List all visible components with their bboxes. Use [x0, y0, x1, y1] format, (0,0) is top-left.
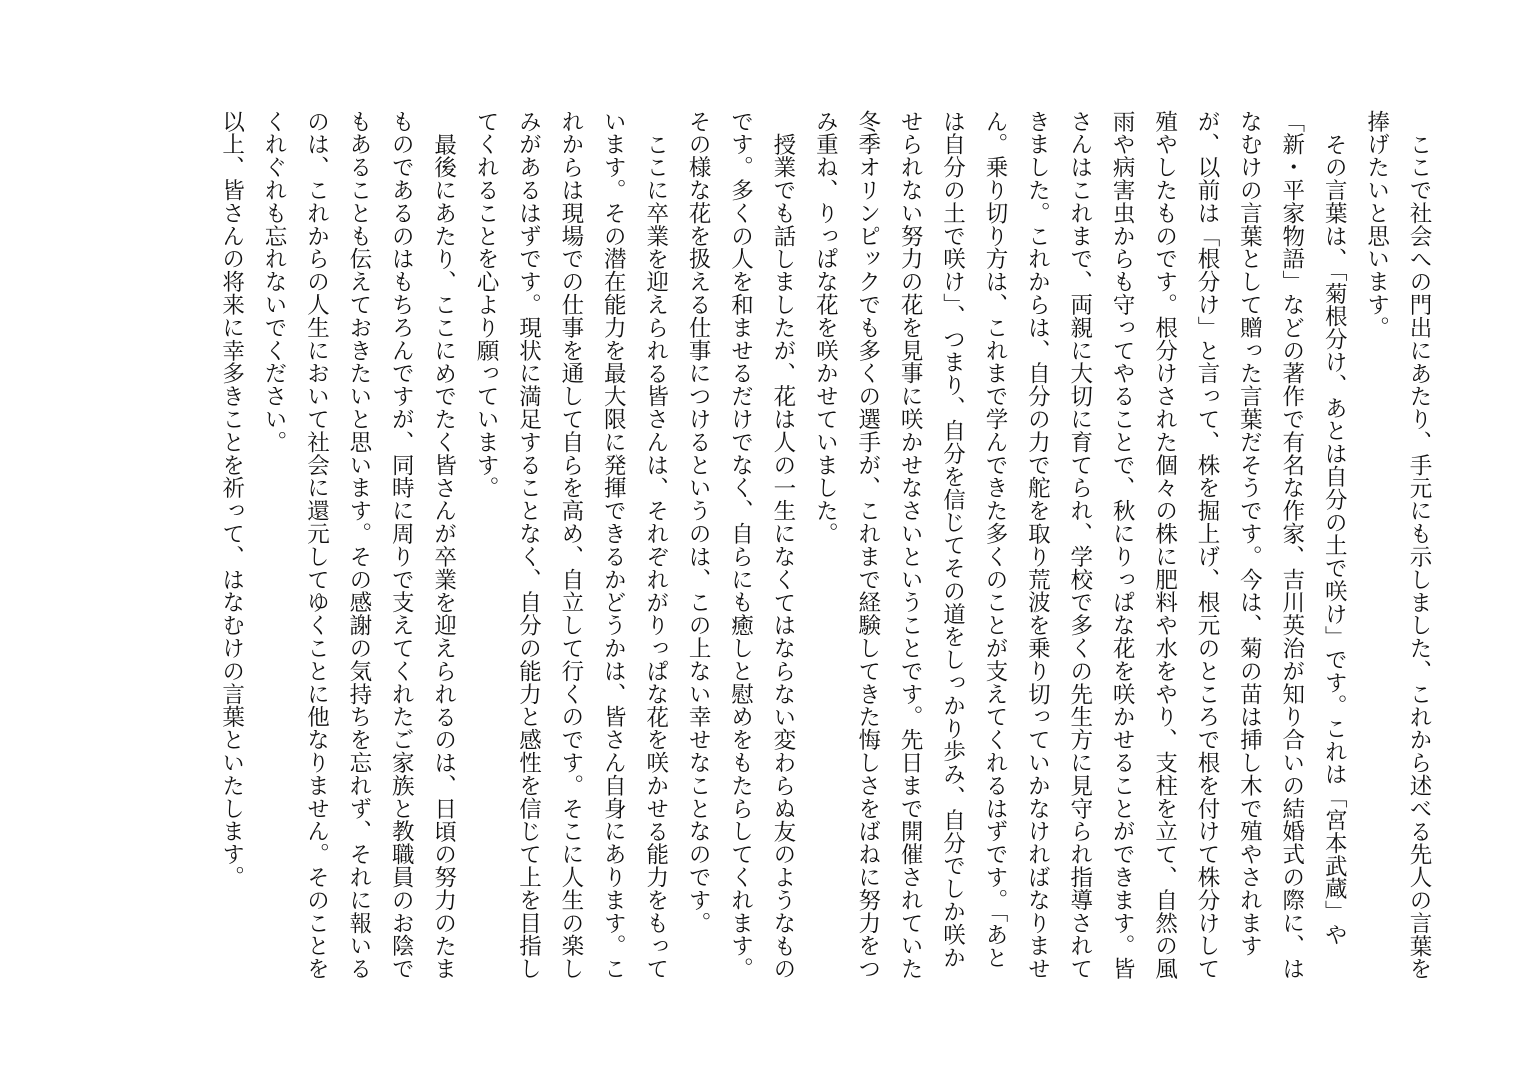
paragraph-potential: ここに卒業を迎えられる皆さんは、それぞれがりっぱな花を咲かせる能力をもっています。その潜在能力を最大限に発揮できるかどうかは、皆さん自身にあります。これからは現場での仕事を通して自らを高め、自立して行くのです。そこに人生の楽しみがあるはずです。現状に満足することなく、自分の能力と感性を信じて上を目指してくれることを心より願っています。	[473, 110, 669, 981]
paragraph-intro: ここで社会への門出にあたり、手元にも示しました、これから述べる先人の言葉を捧げたいと思います。	[1363, 110, 1432, 980]
vertical-text-document	[100, 110, 1440, 990]
paragraph-gratitude: 最後にあたり、ここにめでたく皆さんが卒業を迎えられるのは、日頃の努力のたまものであるのはもちろんですが、同時に周りで支えてくれたご家族と教職員のお陰でもあることも伝えておきたいと思います。その感謝の気持ちを忘れず、それに報いるのは、これからの人生において社会に還元してゆくことに他なりません。そのことをくれぐれも忘れないでください。	[261, 110, 457, 981]
paragraph-flowers-friend: 授業でも話しましたが、花は人の一生になくてはならない変わらぬ友のようなものです。多くの人を和ませるだけでなく、自らにも癒しと慰めをもたらしてくれます。その様な花を扱える仕事につけるというのは、この上ない幸せなことなのです。	[685, 110, 796, 981]
paragraph-kiku-nebake: その言葉は、「菊根分け、あとは自分の土で咲け」です。これは「宮本武蔵」や「新・平家物語」などの著作で有名な作家、吉川英治が知り合いの結婚式の際に、はなむけの言葉として贈った言葉だそうです。今は、菊の苗は挿し木で殖やされますが、以前は「根分け」と言って、株を掘上げ、根元のところで根を付けて株分けして殖やしたものです。根分けされた個々の株に肥料や水をやり、支柱を立て、自然の風雨や病害虫からも守ってやることで、秋にりっぱな花を咲かせることができます。皆さんはこれまで、両親に大切に育てられ、学校で多くの先生方に見守られ指導されてきました。これからは、自分の力で舵を取り荒波を乗り切っていかなければなりません。乗り切り方は、これまで学んできた多くのことが支えてくれるはずです。「あとは自分の土で咲け」、つまり、自分を信じてその道をしっかり歩み、自分でしか咲かせられない努力の花を見事に咲かせなさいということです。先日まで開催されていた冬季オリンピックでも多くの選手が、これまで経験してきた悔しさをばねに努力をつみ重ね、りっぱな花を咲かせていました。	[812, 110, 1348, 981]
paragraph-closing: 以上、皆さんの将来に幸多きことを祈って、はなむけの言葉といたします。	[218, 110, 245, 889]
